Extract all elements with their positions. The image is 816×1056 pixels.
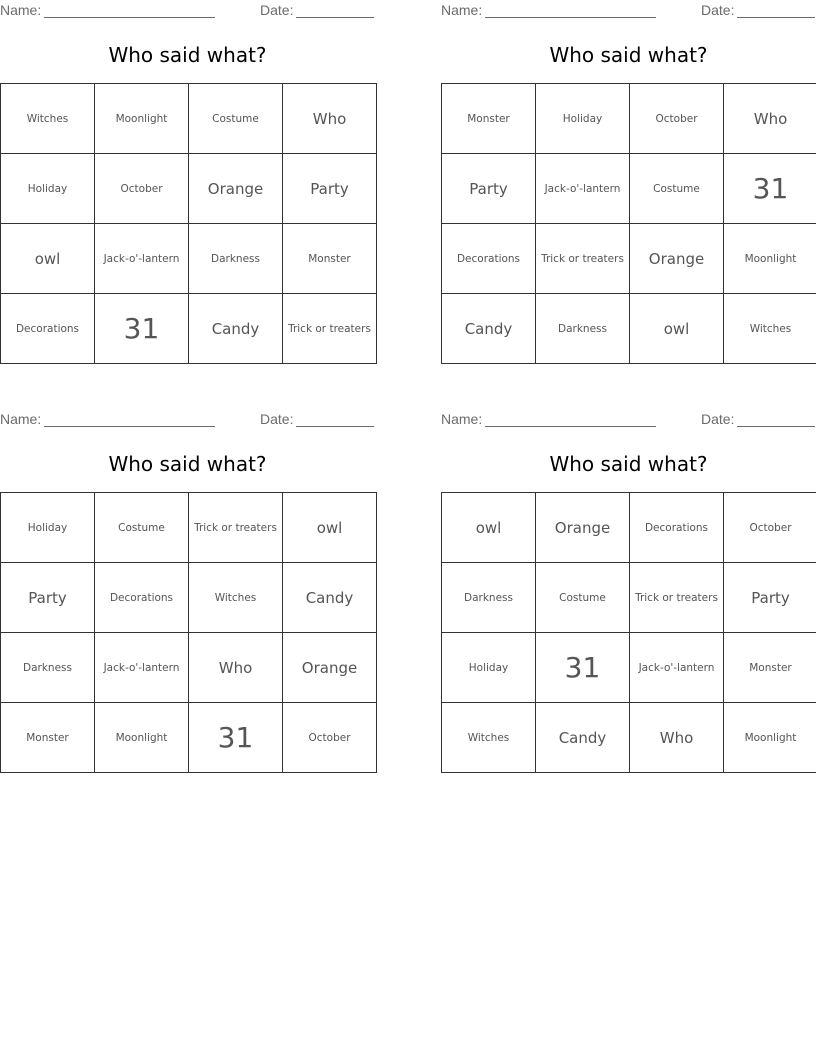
grid-row bbox=[1, 633, 377, 703]
name-label: Name: bbox=[441, 411, 483, 427]
bingo-card-2 bbox=[441, 0, 816, 365]
grid-cell: Decorations bbox=[442, 224, 536, 294]
grid-row bbox=[1, 294, 377, 364]
grid-cell: Who bbox=[630, 703, 724, 773]
date-label: Date: bbox=[260, 2, 294, 18]
grid-cell: Decorations bbox=[630, 493, 724, 563]
grid-cell: Party bbox=[1, 563, 95, 633]
grid-cell: 31 bbox=[724, 154, 816, 224]
bingo-grid bbox=[0, 492, 377, 773]
card-title: Who said what? bbox=[549, 452, 708, 476]
grid-cell: Who bbox=[724, 84, 816, 154]
grid-cell: Decorations bbox=[95, 563, 189, 633]
grid-cell: Witches bbox=[724, 294, 816, 364]
grid-cell: Jack-o'-lantern bbox=[95, 633, 189, 703]
grid-cell: Darkness bbox=[189, 224, 283, 294]
grid-cell: Orange bbox=[283, 633, 377, 703]
grid-cell: Holiday bbox=[1, 154, 95, 224]
bingo-grid bbox=[441, 83, 816, 364]
grid-row bbox=[1, 84, 377, 154]
grid-cell: Witches bbox=[442, 703, 536, 773]
grid-cell: Orange bbox=[536, 493, 630, 563]
grid-cell: Trick or treaters bbox=[189, 493, 283, 563]
grid-cell: Costume bbox=[95, 493, 189, 563]
grid-cell: Monster bbox=[442, 84, 536, 154]
grid-cell: Darkness bbox=[1, 633, 95, 703]
date-blank-line bbox=[296, 5, 374, 18]
bingo-grid bbox=[0, 83, 377, 364]
grid-row bbox=[442, 493, 816, 563]
grid-cell: Trick or treaters bbox=[283, 294, 377, 364]
card-header bbox=[441, 409, 816, 431]
grid-row bbox=[1, 154, 377, 224]
grid-cell: Holiday bbox=[442, 633, 536, 703]
grid-cell: Party bbox=[442, 154, 536, 224]
name-label: Name: bbox=[0, 2, 42, 18]
card-title: Who said what? bbox=[108, 452, 267, 476]
card-header bbox=[0, 409, 375, 431]
grid-row bbox=[442, 224, 816, 294]
grid-cell: Darkness bbox=[536, 294, 630, 364]
grid-cell: Who bbox=[283, 84, 377, 154]
grid-cell: October bbox=[95, 154, 189, 224]
grid-cell: Costume bbox=[189, 84, 283, 154]
grid-cell: Costume bbox=[536, 563, 630, 633]
grid-cell: Holiday bbox=[536, 84, 630, 154]
date-field bbox=[260, 2, 374, 18]
date-label: Date: bbox=[701, 411, 735, 427]
card-header bbox=[0, 0, 375, 22]
name-blank-line bbox=[485, 5, 656, 18]
card-title: Who said what? bbox=[549, 43, 708, 67]
grid-cell: Witches bbox=[189, 563, 283, 633]
bingo-card-4 bbox=[441, 409, 816, 774]
name-blank-line bbox=[44, 414, 215, 427]
date-field bbox=[701, 411, 815, 427]
bingo-card-1 bbox=[0, 0, 375, 365]
grid-cell: owl bbox=[283, 493, 377, 563]
date-label: Date: bbox=[701, 2, 735, 18]
grid-cell: owl bbox=[1, 224, 95, 294]
grid-cell: Jack-o'-lantern bbox=[95, 224, 189, 294]
grid-cell: Costume bbox=[630, 154, 724, 224]
grid-row bbox=[442, 84, 816, 154]
grid-cell: Witches bbox=[1, 84, 95, 154]
name-label: Name: bbox=[441, 2, 483, 18]
name-blank-line bbox=[44, 5, 215, 18]
grid-cell: Candy bbox=[536, 703, 630, 773]
grid-cell: Trick or treaters bbox=[536, 224, 630, 294]
card-title: Who said what? bbox=[108, 43, 267, 67]
name-field bbox=[441, 411, 656, 427]
date-blank-line bbox=[737, 414, 815, 427]
grid-cell: October bbox=[630, 84, 724, 154]
grid-cell: Trick or treaters bbox=[630, 563, 724, 633]
grid-cell: Holiday bbox=[1, 493, 95, 563]
grid-cell: Jack-o'-lantern bbox=[630, 633, 724, 703]
grid-cell: Darkness bbox=[442, 563, 536, 633]
grid-cell: owl bbox=[442, 493, 536, 563]
grid-cell: Monster bbox=[1, 703, 95, 773]
grid-cell: Candy bbox=[283, 563, 377, 633]
name-label: Name: bbox=[0, 411, 42, 427]
name-field bbox=[0, 2, 215, 18]
grid-cell: Moonlight bbox=[95, 703, 189, 773]
grid-cell: Orange bbox=[630, 224, 724, 294]
date-blank-line bbox=[737, 5, 815, 18]
grid-cell: Moonlight bbox=[724, 224, 816, 294]
grid-cell: October bbox=[283, 703, 377, 773]
grid-row bbox=[1, 224, 377, 294]
grid-row bbox=[442, 633, 816, 703]
bingo-grid bbox=[441, 492, 816, 773]
grid-cell: October bbox=[724, 493, 816, 563]
grid-row bbox=[442, 154, 816, 224]
grid-cell: Party bbox=[724, 563, 816, 633]
grid-cell: 31 bbox=[95, 294, 189, 364]
grid-cell: Orange bbox=[189, 154, 283, 224]
date-blank-line bbox=[296, 414, 374, 427]
card-header bbox=[441, 0, 816, 22]
bingo-card-3 bbox=[0, 409, 375, 774]
grid-cell: 31 bbox=[189, 703, 283, 773]
grid-cell: Jack-o'-lantern bbox=[536, 154, 630, 224]
grid-cell: Who bbox=[189, 633, 283, 703]
name-field bbox=[0, 411, 215, 427]
name-field bbox=[441, 2, 656, 18]
grid-cell: Candy bbox=[442, 294, 536, 364]
grid-cell: Moonlight bbox=[95, 84, 189, 154]
date-field bbox=[701, 2, 815, 18]
grid-row bbox=[442, 703, 816, 773]
grid-cell: Monster bbox=[724, 633, 816, 703]
grid-cell: 31 bbox=[536, 633, 630, 703]
date-field bbox=[260, 411, 374, 427]
grid-cell: Candy bbox=[189, 294, 283, 364]
date-label: Date: bbox=[260, 411, 294, 427]
grid-row bbox=[442, 563, 816, 633]
name-blank-line bbox=[485, 414, 656, 427]
grid-row bbox=[1, 493, 377, 563]
grid-cell: owl bbox=[630, 294, 724, 364]
grid-row bbox=[442, 294, 816, 364]
grid-cell: Decorations bbox=[1, 294, 95, 364]
grid-cell: Party bbox=[283, 154, 377, 224]
grid-cell: Moonlight bbox=[724, 703, 816, 773]
grid-row bbox=[1, 563, 377, 633]
grid-row bbox=[1, 703, 377, 773]
grid-cell: Monster bbox=[283, 224, 377, 294]
